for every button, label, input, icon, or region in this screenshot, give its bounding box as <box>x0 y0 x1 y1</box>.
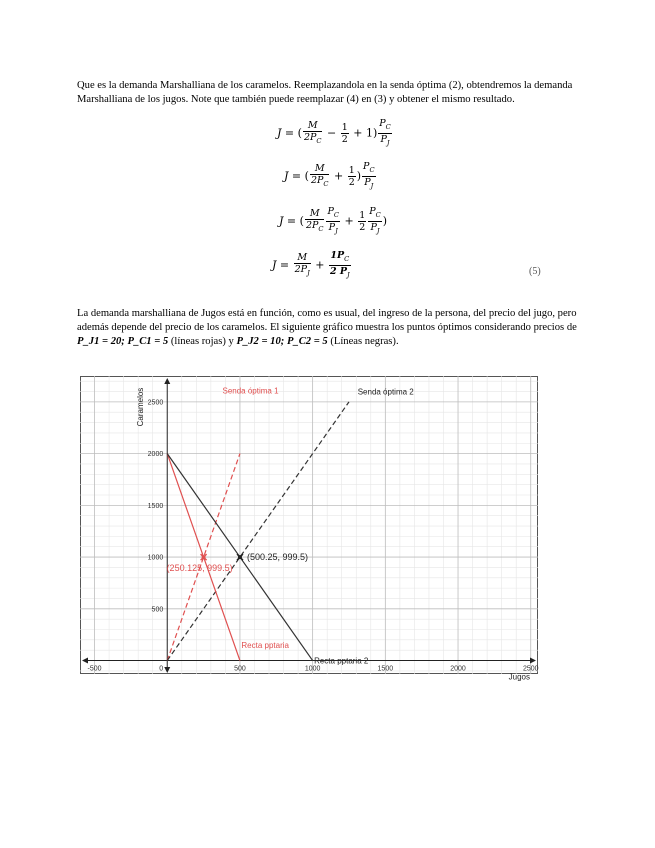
x-tick-label: 1500 <box>377 665 394 673</box>
y-tick-label: 1000 <box>147 554 164 562</box>
equation-5: J = $\frac{M}{2P_J}$ + $\frac{1P_C}{2 P_J}$ <box>272 250 350 279</box>
optimum-point-label: (250.125, 999.5) <box>166 563 233 574</box>
equation-2: J = ( $\frac{M}{2P_C}$ + $\frac{1}{2}$ ) $\frac{P_C}{P_J}$ <box>284 161 375 190</box>
x-tick-label: 0 <box>159 665 164 673</box>
optimum-point <box>202 555 206 559</box>
y-tick-label: 1500 <box>147 502 164 510</box>
paragraph-intro: Que es la demanda Marshalliana de los caramelos. Reemplazandola en la senda óptima (2), obtendremos la demanda Marshalliana de los jugos. Note que también puede reemplazar (4) en (3) y obtener el mismo resultado. <box>77 80 573 105</box>
x-tick-label: 500 <box>234 665 246 673</box>
series-label-senda-1: Senda óptima 1 <box>222 386 279 396</box>
y-axis-label: Caramelos <box>136 387 146 427</box>
demand-chart <box>80 376 539 682</box>
series-label-recta-1: Recta pptaria <box>241 641 289 651</box>
x-axis-label: Jugos <box>508 672 530 682</box>
x-tick-label: 1000 <box>304 665 321 673</box>
y-tick-label: 500 <box>151 606 164 614</box>
y-tick-label: 2000 <box>147 451 164 459</box>
x-tick-label: 2000 <box>450 665 466 673</box>
y-tick-label: 2500 <box>147 399 164 407</box>
equation-number: (5) <box>529 266 541 277</box>
x-tick-label: -500 <box>87 665 102 673</box>
optimum-point-label: (500.25, 999.5) <box>246 552 309 563</box>
equation-3: J = ( $\frac{M}{2P_C}$ $\frac{P_C}{P_J}$ + $\frac{1}{2}$ $\frac{P_C}{P_J}$ ) <box>279 206 388 235</box>
series-label-recta-2: Recta pptaria 2 <box>314 656 369 666</box>
x-tick-label: 2500 <box>522 665 539 673</box>
equation-1: J = ( $\frac{M}{2P_C}$ − $\frac{1}{2}$ + 1) $\frac{P_C}{P_J}$ <box>277 118 391 147</box>
price-condition-2: P_J2 = 10; P_C2 = 5 <box>236 336 328 347</box>
paragraph-demand: La demanda marshalliana de Jugos está en función, como es usual, del ingreso de la persona, del precio del jugo, pero además depende del precio de los caramelos. El siguiente gráfico muestra los puntos óptimos considerando precios de P_J1 = 20; P_C1 = 5 (líneas rojas) y P_J2 = 10; P_C2 = 5 (Líneas negras). <box>77 308 577 347</box>
series-label-senda-2: Senda óptima 2 <box>357 387 414 397</box>
price-condition-1: P_J1 = 20; P_C1 = 5 <box>77 336 169 347</box>
optimum-point <box>238 555 242 559</box>
